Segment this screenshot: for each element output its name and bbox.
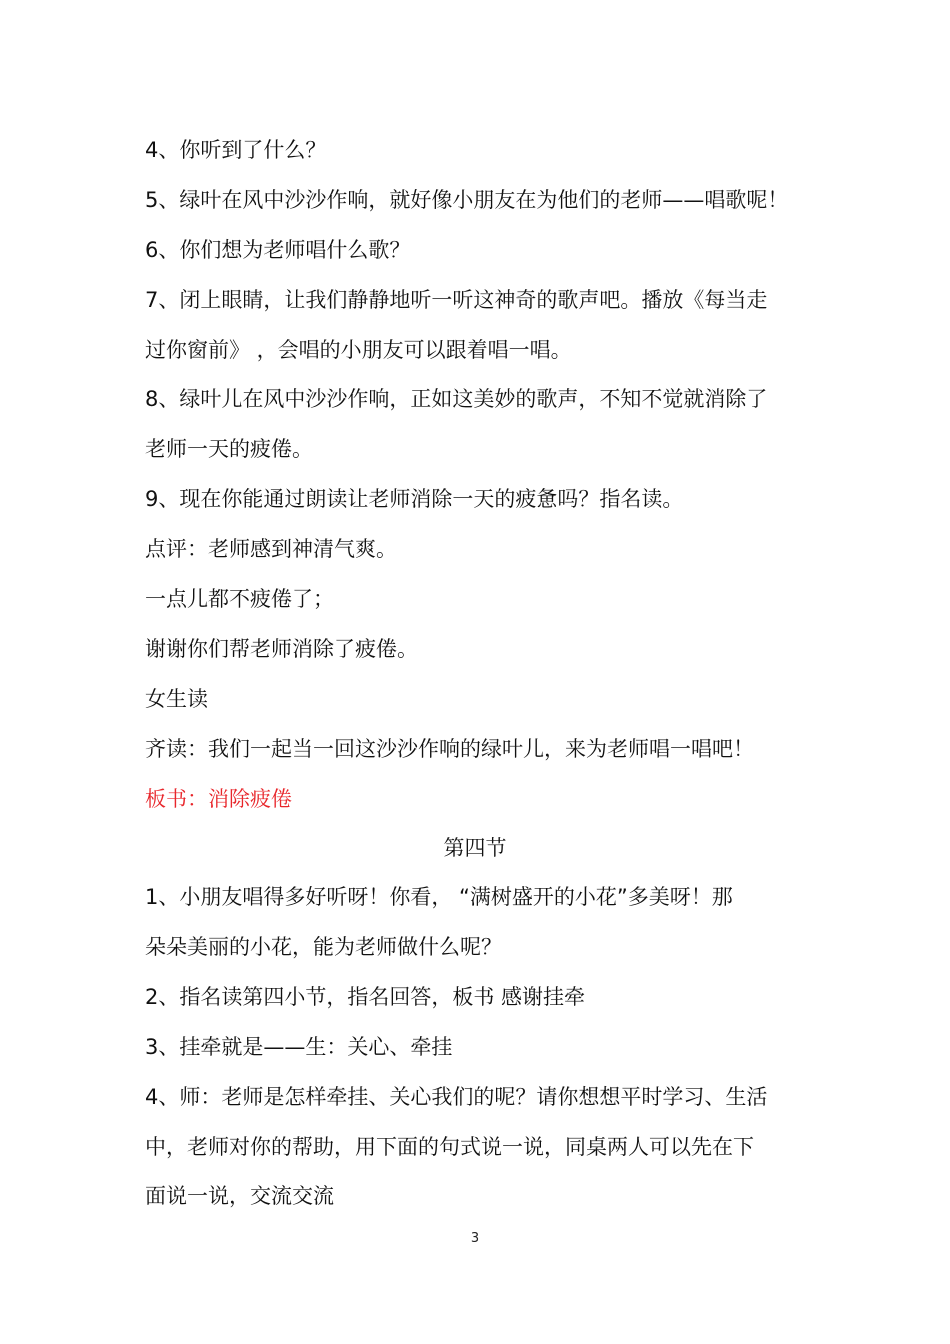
text-line: 1、小朋友唱得多好听呀！你看， “满树盛开的小花”多美呀！那 xyxy=(145,885,733,909)
text-line: 5、绿叶在风中沙沙作响，就好像小朋友在为他们的老师——唱歌呢！ xyxy=(145,188,789,212)
text-line: 老师一天的疲倦。 xyxy=(145,437,313,461)
text-line: 女生读 xyxy=(145,687,208,711)
text-line: 3、挂牵就是——生：关心、牵挂 xyxy=(145,1035,453,1059)
blackboard-note: 板书：消除疲倦 xyxy=(145,787,292,811)
text-line: 朵朵美丽的小花，能为老师做什么呢？ xyxy=(145,935,502,959)
text-line: 7、闭上眼睛，让我们静静地听一听这神奇的歌声吧。播放《每当走 xyxy=(145,288,768,312)
text-line: 面说一说，交流交流 xyxy=(145,1184,334,1208)
text-line: 9、现在你能通过朗读让老师消除一天的疲惫吗？指名读。 xyxy=(145,487,684,511)
text-line: 4、师：老师是怎样牵挂、关心我们的呢？请你想想平时学习、生活 xyxy=(145,1085,768,1109)
text-line: 2、指名读第四小节，指名回答，板书 感谢挂牵 xyxy=(145,985,586,1009)
section-heading: 第四节 xyxy=(443,836,507,860)
text-line: 8、绿叶儿在风中沙沙作响，正如这美妙的歌声，不知不觉就消除了 xyxy=(145,387,768,411)
text-line: 中，老师对你的帮助，用下面的句式说一说，同桌两人可以先在下 xyxy=(145,1135,754,1159)
text-line: 谢谢你们帮老师消除了疲倦。 xyxy=(145,637,418,661)
text-line: 4、你听到了什么？ xyxy=(145,138,327,162)
text-line: 齐读：我们一起当一回这沙沙作响的绿叶儿，来为老师唱一唱吧！ xyxy=(145,737,754,761)
text-line: 6、你们想为老师唱什么歌？ xyxy=(145,238,411,262)
text-line: 一点儿都不疲倦了； xyxy=(145,587,334,611)
text-line: 点评：老师感到神清气爽。 xyxy=(145,537,397,561)
page-number: 3 xyxy=(470,1231,480,1246)
text-line: 过你窗前》 ，会唱的小朋友可以跟着唱一唱。 xyxy=(145,338,572,362)
